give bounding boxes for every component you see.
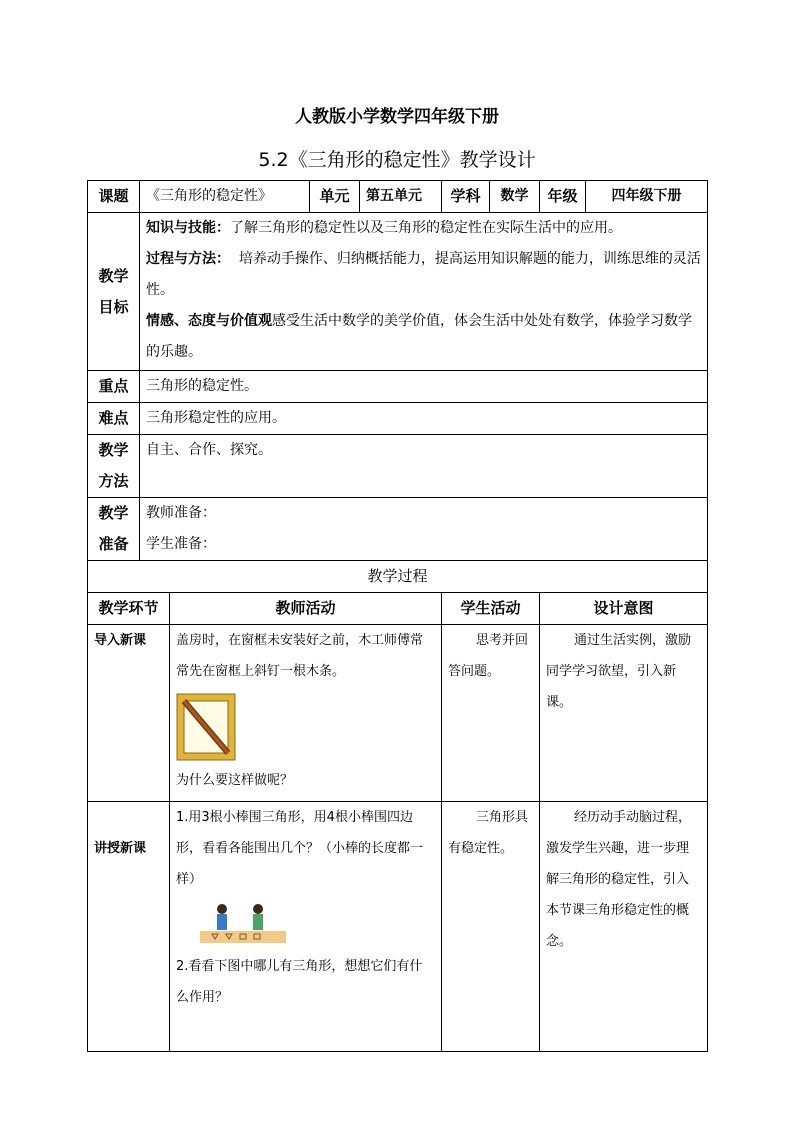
key-point-value: 三角形的稳定性。: [140, 371, 708, 403]
method-label: 教学方法: [88, 435, 140, 498]
process-row-new-lesson: [88, 802, 708, 1052]
lesson-plan-table: [87, 180, 708, 1052]
key-point-row: [88, 371, 708, 403]
unit-label: 单元: [310, 181, 360, 213]
document-title: 5.2《三角形的稳定性》教学设计: [258, 149, 536, 171]
document-subtitle: 人教版小学数学四年级下册: [295, 107, 499, 127]
goals-row: [88, 213, 708, 371]
prep-label: 教学准备: [88, 498, 140, 561]
process-header-row: [88, 593, 708, 625]
key-point-label: 重点: [88, 371, 140, 403]
subject-value: 数学: [490, 181, 540, 213]
design-intent-new-lesson: 经历动手动脑过程，激发学生兴趣，进一步理解三角形的稳定性，引入本节课三角形稳定性的概念。: [540, 802, 708, 1052]
teacher-activity-intro: 盖房时，在窗框未安装好之前，木工师傅常常先在窗框上斜钉一根木条。 为什么要这样做呢？: [170, 625, 442, 802]
difficulty-label: 难点: [88, 403, 140, 435]
process-row-intro: [88, 625, 708, 802]
design-intent-intro: 通过生活实例，激励同学学习欲望，引入新课。: [540, 625, 708, 802]
difficulty-value: 三角形稳定性的应用。: [140, 403, 708, 435]
student-activity-intro: 思考并回答问题。: [442, 625, 540, 802]
goal-process: 过程与方法： 培养动手操作、归纳概括能力，提高运用知识解题的能力，训练思维的灵活性。: [146, 251, 701, 298]
col-stage: 教学环节: [88, 593, 170, 625]
prep-row: [88, 498, 708, 561]
col-teacher: 教师活动: [170, 593, 442, 625]
stage-new-lesson: 讲授新课: [88, 802, 170, 1052]
method-value: 自主、合作、探究。: [140, 435, 708, 498]
goal-emotion: 情感、态度与价值观感受生活中数学的美学价值，体会生活中处处有数学，体验学习数学的乐趣。: [146, 313, 692, 360]
method-row: [88, 435, 708, 498]
stage-intro: 导入新课: [88, 625, 170, 802]
goals-content: [140, 213, 708, 371]
process-title: 教学过程: [88, 561, 708, 593]
grade-label: 年级: [540, 181, 586, 213]
col-student: 学生活动: [442, 593, 540, 625]
goal-knowledge: 知识与技能：了解三角形的稳定性以及三角形的稳定性在实际生活中的应用。: [146, 220, 622, 236]
prep-student: 学生准备：: [146, 536, 216, 552]
subject-label: 学科: [442, 181, 490, 213]
students-activity-image: [198, 901, 288, 947]
topic-value: 《三角形的稳定性》: [140, 181, 310, 213]
info-row: [88, 181, 708, 213]
topic-label: 课题: [88, 181, 140, 213]
teacher-activity-new-lesson: 1.用3根小棒围三角形，用4根小棒围四边形，看看各能围出几个？（小棒的长度都一样） 2.看看下图中哪儿有三角形，想想它们有什么作用？: [170, 802, 442, 1052]
difficulty-row: [88, 403, 708, 435]
process-title-row: [88, 561, 708, 593]
prep-content: [140, 498, 708, 561]
unit-value: 第五单元: [360, 181, 442, 213]
student-activity-new-lesson: 三角形具有稳定性。: [442, 802, 540, 1052]
prep-teacher: 教师准备：: [146, 505, 216, 521]
col-intent: 设计意图: [540, 593, 708, 625]
window-frame-image: [176, 693, 236, 761]
goals-label: 教学目标: [88, 213, 140, 371]
grade-value: 四年级下册: [586, 181, 708, 213]
